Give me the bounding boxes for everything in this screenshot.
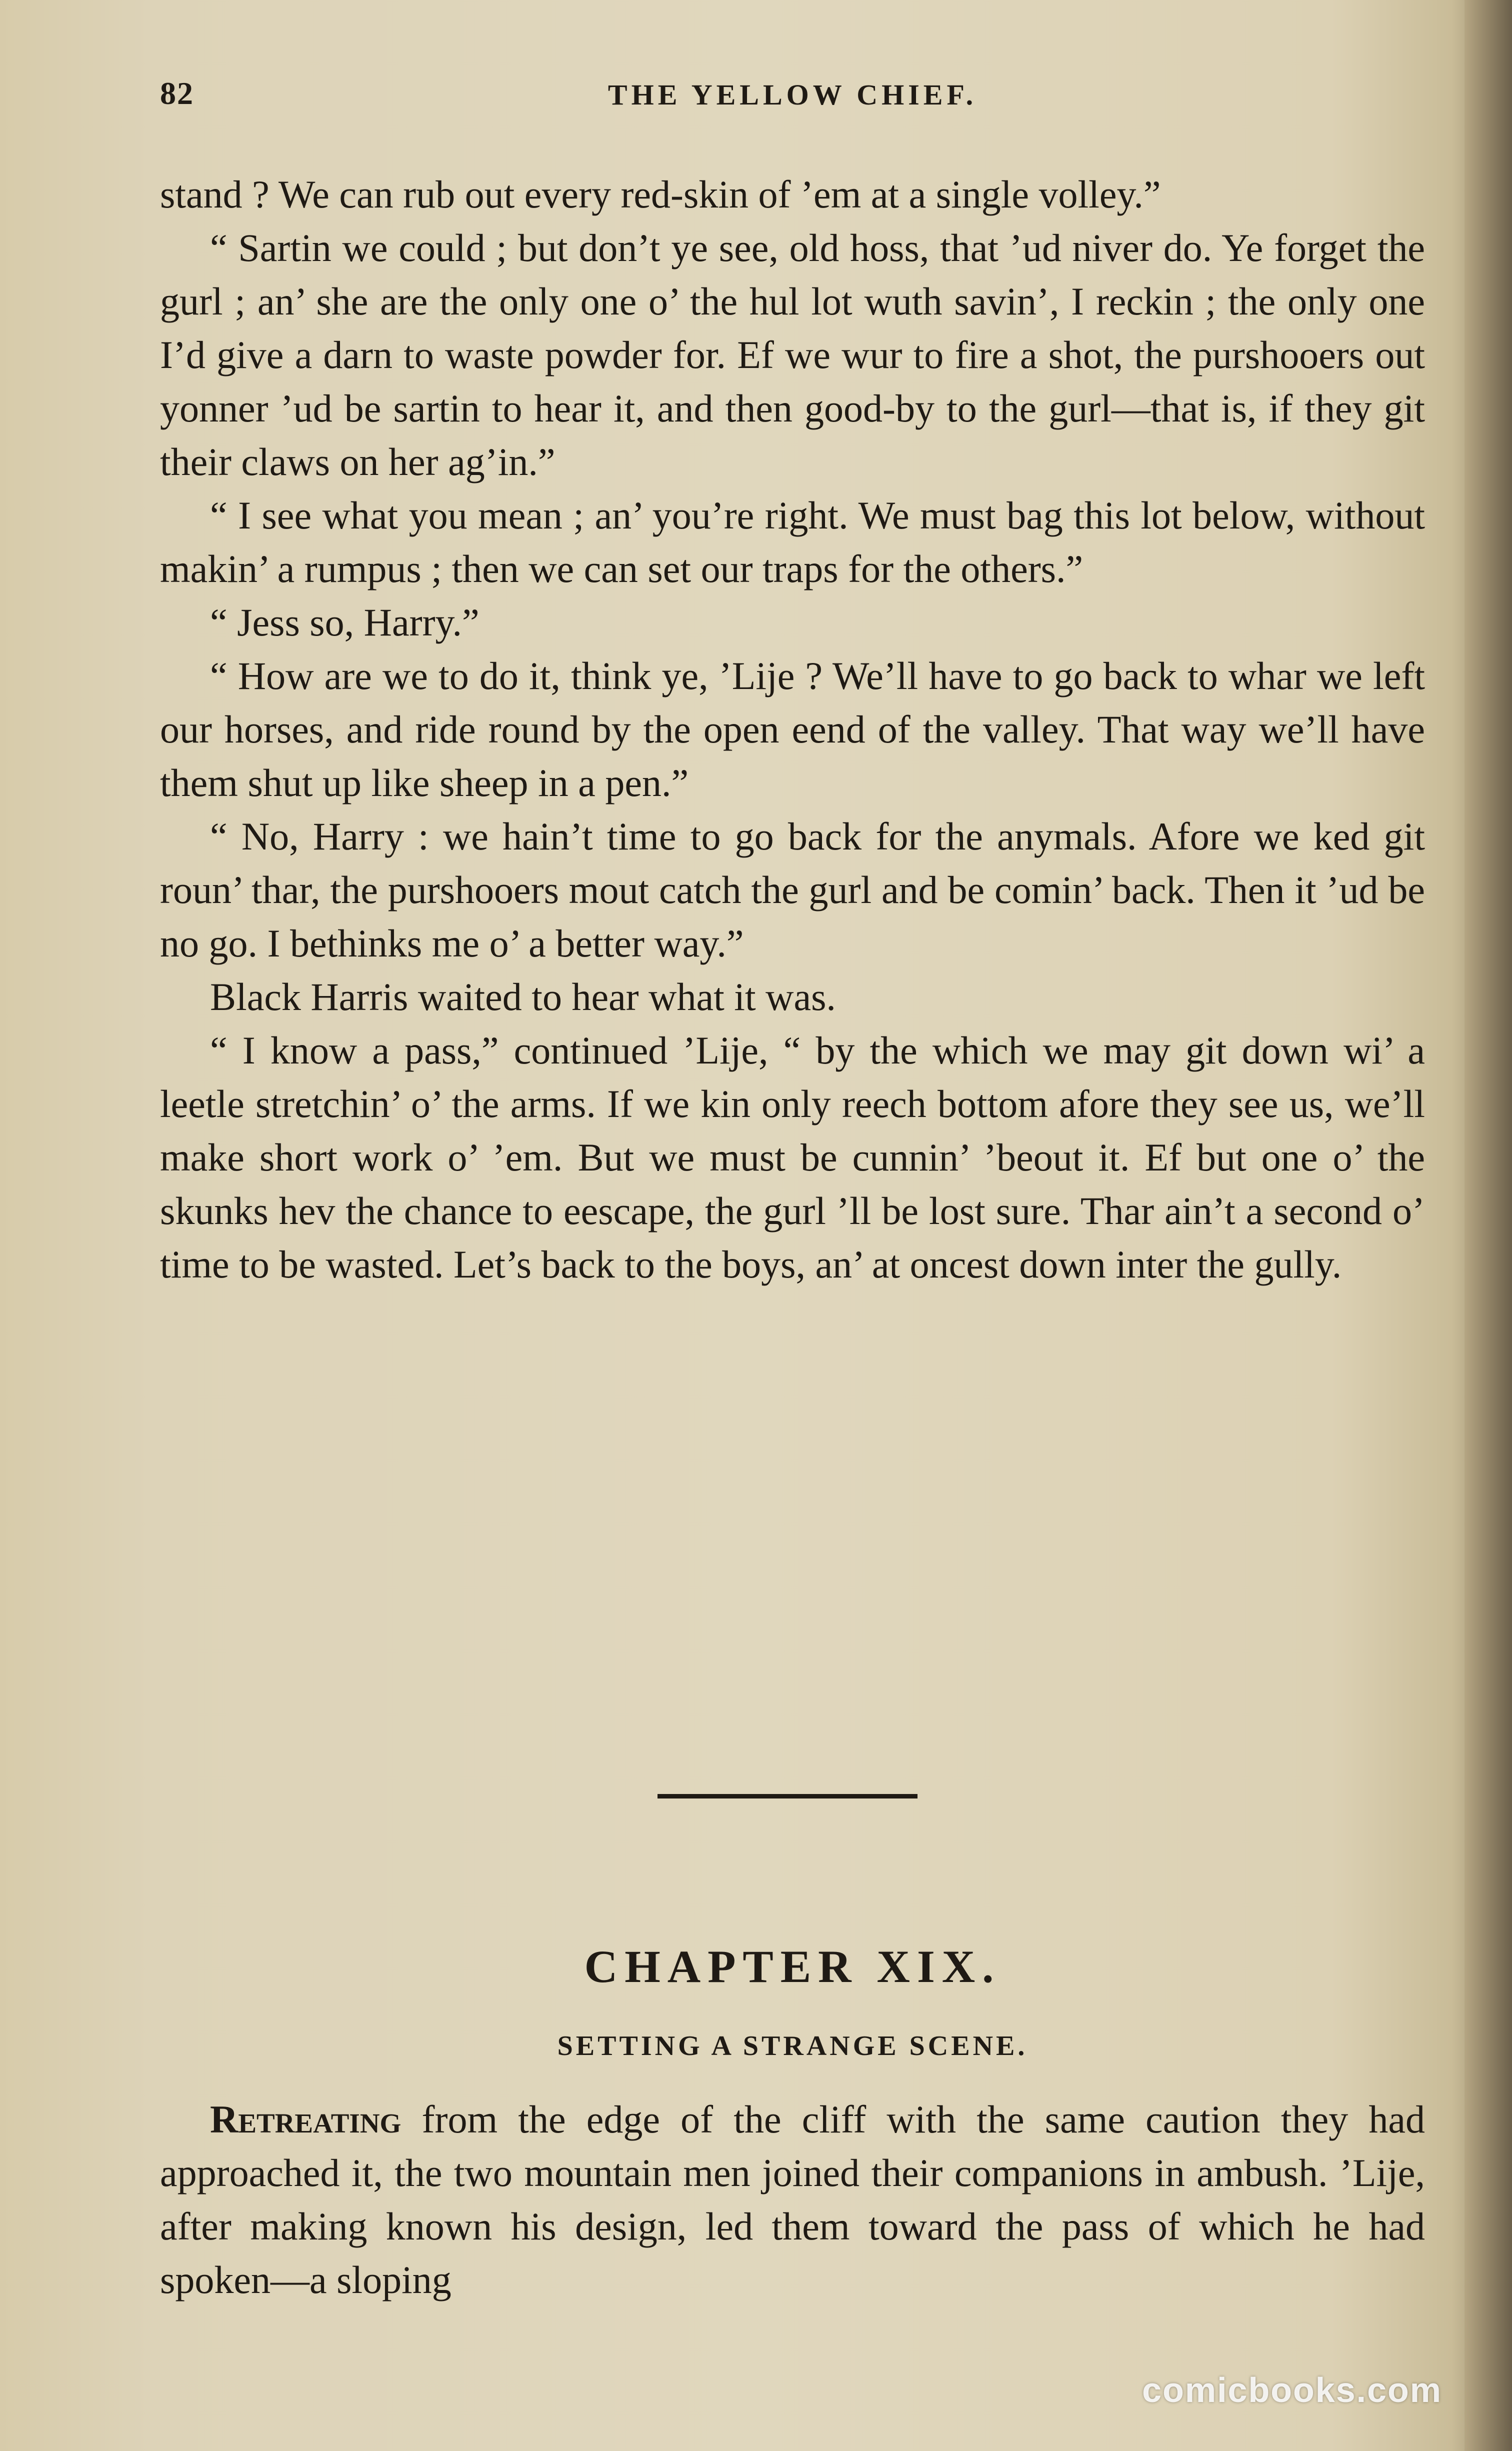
paragraph: “ I see what you mean ; an’ you’re right. We must bag this lot below, without makin’ a rumpus ; then we can set our traps for the others.” (160, 494, 1425, 590)
body-text (160, 168, 1425, 1291)
watermark: comicbooks.com (1142, 2370, 1442, 2410)
chapter-lead-word: Retreating (210, 2098, 402, 2141)
paragraph: “ No, Harry : we hain’t time to go back for the anymals. Afore we ked git roun’ thar, the purshooers mout catch the gurl and be comin’ back. Then it ’ud be no go. I bethinks me o’ a better way.” (160, 814, 1425, 965)
page-gutter-shadow (1464, 0, 1512, 2451)
paragraph: stand ? We can rub out every red-skin of ’em at a single volley.” (160, 172, 1161, 216)
paragraph: Black Harris waited to hear what it was. (210, 975, 836, 1018)
running-title: THE YELLOW CHIEF. (608, 78, 978, 111)
paragraph: “ How are we to do it, think ye, ’Lije ? We’ll have to go back to whar we left our horses, and ride round by the open eend of the valley. That way we’ll have them shut up like sheep in a pen.” (160, 654, 1425, 804)
paragraph: “ Jess so, Harry.” (210, 600, 480, 644)
chapter-first-paragraph (160, 2092, 1425, 2306)
paragraph: “ I know a pass,” continued ’Lije, “ by the which we may git down wi’ a leetle stretchin’ o’ the arms. If we kin only reech bottom afore they see us, we’ll make short work o’ ’em. But we must be cunnin’ ’beout it. Ef but one o’ the skunks hev the chance to eescape, the gurl ’ll be lost sure. Thar ain’t a second o’ time to be wasted. Let’s back to the boys, an’ at oncest down inter the gully. (160, 1028, 1425, 1286)
chapter-subtitle: SETTING A STRANGE SCENE. (557, 2030, 1028, 2062)
chapter-paragraph-text: from the edge of the cliff with the same caution they had approached it, the two mountain men joined their companions in ambush. ’Lije, after making known his design, led them toward the pass of which he had spoken—a sloping (160, 2098, 1425, 2302)
page-header (160, 75, 1425, 115)
chapter-title: CHAPTER XIX. (584, 1941, 1001, 1992)
chapter-opening (160, 2092, 1425, 2306)
page-number: 82 (160, 76, 194, 111)
paragraph: “ Sartin we could ; but don’t ye see, old hoss, that ’ud niver do. Ye forget the gurl ; an’ she are the only one o’ the hul lot wuth savin’, I reckin ; the only one I’d give a darn to waste powder for. Ef we wur to fire a shot, the purshooers out yonner ’ud be sartin to hear it, and then good-by to the gurl—that is, if they git their claws on her ag’in.” (160, 226, 1425, 484)
section-divider-rule (658, 1794, 918, 1798)
